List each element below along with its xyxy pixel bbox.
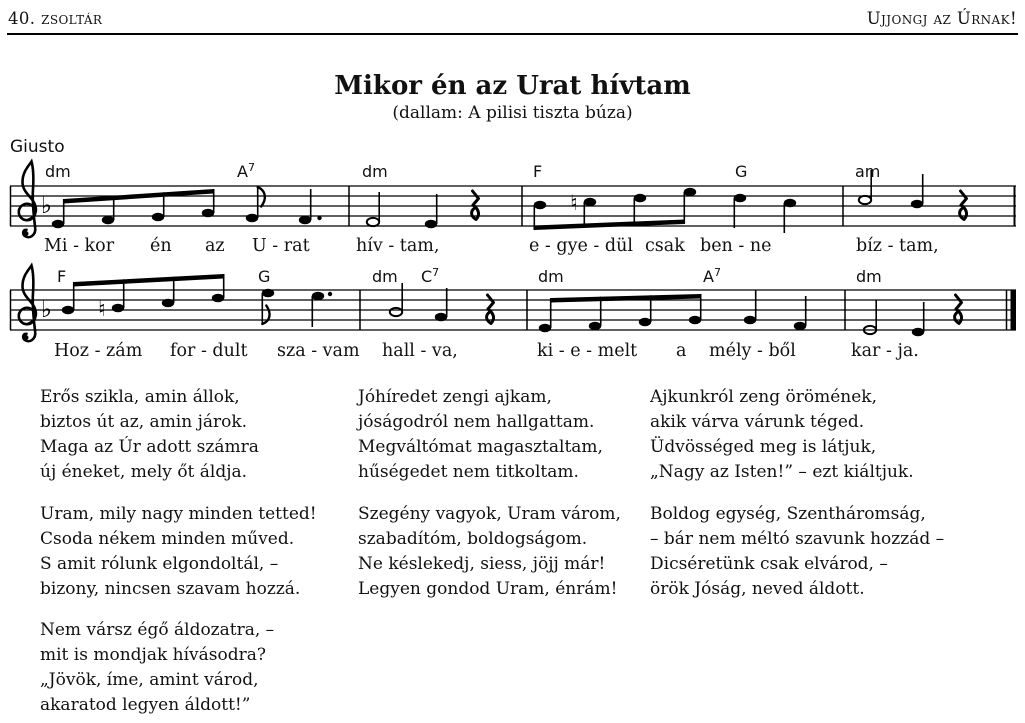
stanza (40, 618, 274, 718)
header-left: 40. zsoltár (8, 9, 103, 28)
header-rule (7, 33, 1018, 35)
lyric-syllable: for - dult (170, 341, 248, 361)
measure-2-notes (390, 283, 494, 324)
page-subtitle: (dallam: A pilisi tiszta búza) (392, 103, 633, 123)
verse-line: Erős szikla, amin állok, (40, 387, 240, 407)
verse-line: S amit rólunk elgondoltál, – (40, 554, 279, 574)
verse-line: Szegény vagyok, Uram várom, (358, 504, 621, 524)
lyric-syllable: ben - ne (700, 236, 772, 256)
lyric-syllable: sza - vam (277, 341, 360, 361)
chord-symbol: dm (372, 267, 398, 286)
verse-line: új éneket, mely őt áldja. (40, 462, 248, 482)
chord-symbol: $A^7$ (703, 266, 721, 286)
lyric-syllable: kar - ja. (851, 341, 919, 361)
lyric-syllable: e - gye - dül (529, 236, 633, 256)
lyric-syllable: U - rat (252, 236, 310, 256)
lyric-syllable: Mi - kor (44, 236, 115, 256)
verse-line: mit is mondjak hívásodra? (40, 645, 266, 665)
stanza (358, 502, 621, 602)
lyric-syllable: az (205, 236, 225, 256)
measure-3-notes (539, 290, 806, 332)
chord-symbol: dm (45, 162, 71, 181)
verse-line: – bár nem méltó szavunk hozzád – (650, 529, 945, 549)
lyric-syllable: csak (645, 236, 685, 256)
chord-symbol: F (533, 162, 543, 181)
verse-line: Boldog egység, Szentháromság, (650, 504, 926, 524)
chord-symbol: F (57, 267, 67, 286)
verse-line: Legyen gondod Uram, énrám! (358, 579, 618, 599)
stanza (358, 385, 603, 485)
stanza (650, 385, 914, 485)
verse-line: Maga az Úr adott számra (40, 437, 259, 457)
verse-line: jóságodról nem hallgattam. (358, 412, 595, 432)
chord-symbol: am (855, 162, 881, 181)
verse-line: szabadítóm, boldogságom. (358, 529, 588, 549)
verse-line: „Jövök, íme, amint várod, (40, 670, 259, 690)
chord-symbol: $A^7$ (237, 161, 255, 181)
lyric-syllable: hív - tam, (356, 236, 440, 256)
chord-symbol: G (735, 162, 748, 181)
flat-icon: ♭ (41, 193, 52, 219)
chord-symbol: $C^7$ (421, 266, 440, 286)
lyric-syllable: én (150, 236, 172, 256)
tempo-marking: Giusto (10, 137, 65, 157)
lyric-syllable: bíz - tam, (856, 236, 939, 256)
verse-line: akaratod legyen áldott!” (40, 695, 251, 715)
page-title: Mikor én az Urat hívtam (334, 71, 691, 101)
staff-lines (10, 290, 1016, 330)
stanza (650, 502, 944, 602)
lyric-syllable: mély - ből (709, 341, 796, 361)
verse-line: Ajkunkról zeng örömének, (650, 387, 877, 407)
verse-line: Uram, mily nagy minden tetted! (40, 504, 317, 524)
chord-symbol: dm (538, 267, 564, 286)
verse-line: akik várva várunk téged. (650, 412, 865, 432)
verse-line: Üdvösséged meg is látjuk, (650, 437, 877, 457)
lyric-syllable: ki - e - melt (537, 341, 638, 361)
lyric-syllable: hall - va, (382, 341, 458, 361)
verse-line: Csoda nékem minden műved. (40, 529, 295, 549)
chord-symbol: dm (362, 162, 388, 181)
measure-1-notes (52, 187, 322, 228)
stanza (40, 502, 317, 602)
chord-symbol: dm (856, 267, 882, 286)
chord-symbol: G (258, 267, 271, 286)
verse-line: Dicséretünk csak elvárod, – (650, 554, 888, 574)
lyric-syllable: a (676, 341, 687, 361)
lyric-syllable: Hoz - zám (54, 341, 143, 361)
verse-line: bizony, nincsen szavam hozzá. (40, 579, 301, 599)
header-right: Ujjongj az Úrnak! (866, 9, 1017, 28)
verse-line: biztos út az, amin járok. (40, 412, 248, 432)
verse-line: Megváltómat magasztaltam, (358, 437, 603, 457)
verse-line: örök Jóság, neved áldott. (650, 579, 865, 599)
stanza (40, 385, 259, 485)
verse-line: Ne késlekedj, siess, jöjj már! (358, 554, 606, 574)
verse-line: hűségedet nem titkoltam. (358, 462, 579, 482)
verse-line: Jóhíredet zengi ajkam, (358, 387, 552, 407)
natural-icon: ♮ (98, 297, 106, 321)
final-barline (1011, 290, 1017, 330)
flat-icon: ♭ (41, 297, 52, 323)
verse-line: Nem vársz égő áldozatra, – (40, 620, 275, 640)
verse-line: „Nagy az Isten!” – ezt kiáltjuk. (650, 462, 914, 482)
natural-icon: ♮ (570, 191, 578, 215)
